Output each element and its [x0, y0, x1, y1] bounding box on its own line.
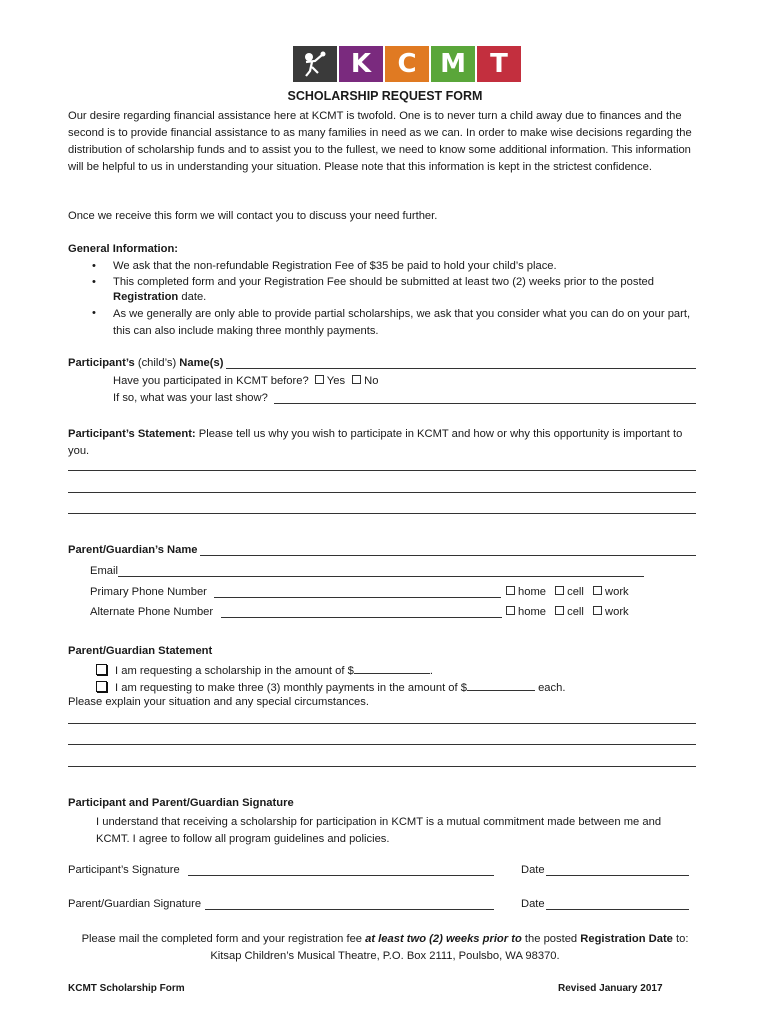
page-title: SCHOLARSHIP REQUEST FORM	[287, 89, 483, 103]
statement-paragraph	[68, 426, 700, 460]
alternate-work-checkbox[interactable]	[593, 606, 602, 615]
explain-line-3[interactable]	[68, 766, 696, 767]
email-field[interactable]	[118, 576, 644, 577]
statement-line-3[interactable]	[68, 513, 696, 514]
home-label: home	[518, 586, 546, 598]
mail-instructions	[0, 933, 770, 945]
footer-left: KCMT Scholarship Form	[68, 983, 185, 994]
scholarship-amount-option	[96, 662, 433, 677]
participant-date-label: Date	[521, 864, 545, 876]
bullet-dot: •	[92, 276, 96, 288]
general-bullet-1: We ask that the non-refundable Registration Fee of $35 be paid to hold your child’s place.	[113, 260, 557, 272]
explain-line-2[interactable]	[68, 744, 696, 745]
participant-label-a: Participant’s	[68, 357, 135, 369]
cell-label: cell	[567, 606, 584, 618]
primary-home-checkbox[interactable]	[506, 586, 515, 595]
guardian-name-field[interactable]	[200, 555, 696, 556]
participated-row	[113, 375, 378, 387]
primary-cell-checkbox[interactable]	[555, 586, 564, 595]
registration-bold: Registration	[113, 291, 179, 303]
yes-label: Yes	[326, 375, 346, 387]
bullet-2-end: date.	[178, 291, 207, 303]
guardian-signature-field[interactable]	[205, 909, 494, 910]
last-show-label: If so, what was your last show?	[113, 392, 268, 404]
guardian-signature-label: Parent/Guardian Signature	[68, 898, 202, 910]
participant-signature-label: Participant’s Signature	[68, 864, 180, 876]
participant-signature-field[interactable]	[188, 875, 494, 876]
statement-line-1[interactable]	[68, 470, 696, 471]
footer-right: Revised January 2017	[558, 983, 663, 994]
mail-deadline: at least two (2) weeks prior to	[365, 933, 522, 945]
home-label: home	[518, 606, 546, 618]
scholarship-amount-text: I am requesting a scholarship in the amount of $	[115, 665, 354, 677]
general-bullet-2-cont	[113, 291, 206, 303]
general-heading: General Information:	[68, 243, 179, 255]
alternate-phone-types	[506, 606, 629, 618]
participant-date-field[interactable]	[546, 875, 689, 876]
scholarship-amount-field[interactable]	[354, 662, 430, 674]
intro-paragraph: Our desire regarding financial assistance here at KCMT is twofold. One is to never turn a child away due to finances and the second is to provide financial assistance to as many families in need as we can. In order to make wise decisions regarding the distribution of scholarship funds and to assist you to the fullest, we need to know some additional information. This information will be helpful to us in understanding your situation. Please note that this information is kept in the strictest confidence.	[68, 110, 692, 173]
general-bullet-2: This completed form and your Registration Fee should be submitted at least two (2) weeks prior to the posted	[113, 276, 654, 288]
no-checkbox[interactable]	[352, 375, 361, 384]
work-label: work	[605, 606, 629, 618]
yes-checkbox[interactable]	[315, 375, 324, 384]
guardian-name-label: Parent/Guardian’s Name	[68, 544, 198, 556]
general-bullet-3: As we generally are only able to provide partial scholarships, we ask that you consider what you can do on your part, this can also include making three monthly payments.	[113, 308, 691, 337]
participated-question: Have you participated in KCMT before?	[113, 375, 309, 387]
contact-note: Once we receive this form we will contact you to discuss your need further.	[68, 210, 438, 222]
participant-label-b: (child’s)	[134, 357, 180, 369]
alternate-phone-label: Alternate Phone Number	[90, 606, 214, 618]
monthly-payments-text: I am requesting to make three (3) monthly payments in the amount of $	[115, 682, 467, 694]
monthly-payment-field[interactable]	[467, 679, 535, 691]
signature-heading: Participant and Parent/Guardian Signature	[68, 797, 294, 809]
kcmt-logo	[293, 46, 523, 82]
work-label: work	[605, 586, 629, 598]
explain-label: Please explain your situation and any special circumstances.	[68, 696, 369, 708]
scholarship-amount-checkbox[interactable]	[96, 664, 107, 675]
participant-name-field[interactable]	[226, 368, 696, 369]
primary-phone-label: Primary Phone Number	[90, 586, 207, 598]
logo-figure-icon	[293, 46, 337, 82]
signature-agreement: I understand that receiving a scholarship for participation in KCMT is a mutual commitment made between me and KCMT. I agree to follow all program guidelines and policies.	[96, 816, 662, 845]
logo-letter-c: C	[385, 46, 429, 82]
monthly-payments-option	[96, 679, 565, 694]
participant-name-row	[68, 357, 223, 369]
guardian-statement-heading: Parent/Guardian Statement	[68, 645, 213, 657]
mail-registration-date: Registration Date	[580, 933, 673, 945]
logo-letter-m: M	[431, 46, 475, 82]
mail-text-a: Please mail the completed form and your registration fee	[81, 933, 366, 945]
bullet-dot: •	[92, 260, 96, 272]
mail-text-e: to:	[672, 933, 689, 945]
alternate-cell-checkbox[interactable]	[555, 606, 564, 615]
primary-phone-field[interactable]	[214, 597, 501, 598]
logo-letter-t: T	[477, 46, 521, 82]
logo-letter-k: K	[339, 46, 383, 82]
guardian-date-field[interactable]	[546, 909, 689, 910]
scholarship-amount-end: .	[429, 665, 433, 677]
monthly-payments-end: each.	[534, 682, 566, 694]
mail-text-c: the posted	[521, 933, 581, 945]
explain-line-1[interactable]	[68, 723, 696, 724]
statement-text: Please tell us why you wish to participate in KCMT and how or why this opportunity is important to you.	[68, 428, 683, 457]
alternate-phone-field[interactable]	[221, 617, 502, 618]
statement-line-2[interactable]	[68, 492, 696, 493]
participant-label-c: Name(s)	[179, 357, 224, 369]
guardian-date-label: Date	[521, 898, 545, 910]
last-show-field[interactable]	[274, 403, 696, 404]
primary-work-checkbox[interactable]	[593, 586, 602, 595]
bullet-dot: •	[92, 307, 96, 319]
mail-address: Kitsap Children’s Musical Theatre, P.O. Box 2111, Poulsbo, WA 98370.	[210, 950, 560, 962]
no-label: No	[364, 375, 379, 387]
cell-label: cell	[567, 586, 584, 598]
primary-phone-types	[506, 586, 629, 598]
monthly-payments-checkbox[interactable]	[96, 681, 107, 692]
alternate-home-checkbox[interactable]	[506, 606, 515, 615]
statement-label: Participant’s Statement:	[68, 428, 196, 440]
email-label: Email	[90, 565, 118, 577]
